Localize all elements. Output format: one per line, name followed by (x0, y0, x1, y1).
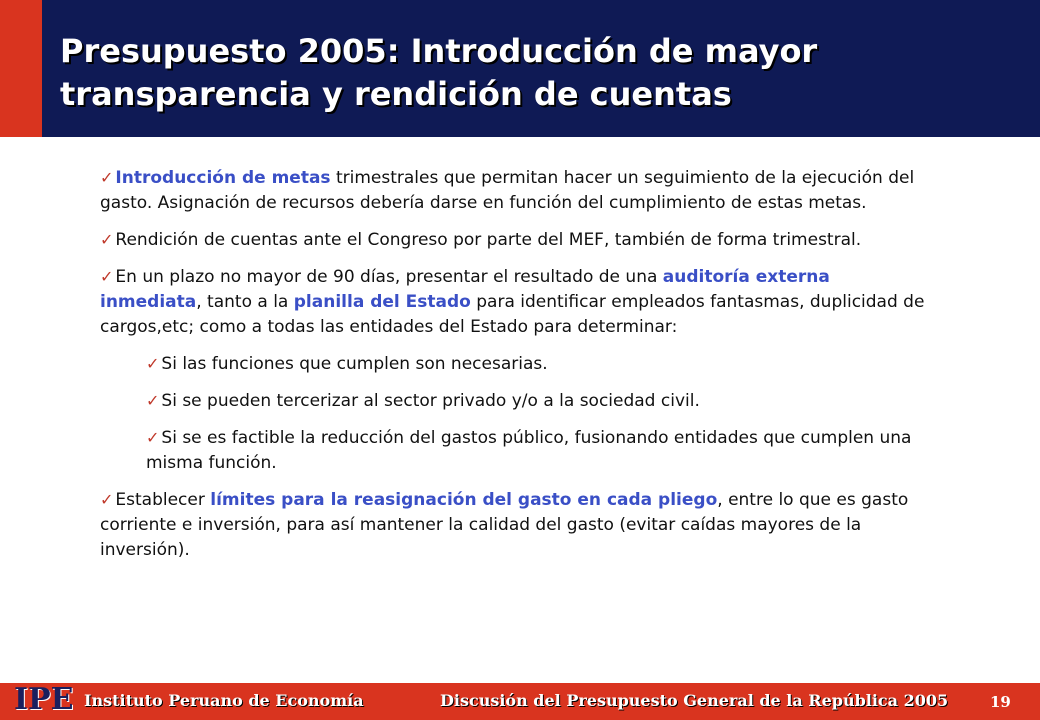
bullet-text: para identificar empleados fantasmas, duplicidad de cargos,etc; como a todas las entidades del Estado para determinar: (100, 292, 925, 337)
bullet-text: trimestrales que permitan hacer un seguimiento de la ejecución del gasto. Asignación de recursos debería darse en función del cumplimiento de estas metas. (100, 168, 915, 213)
sub-bullet-tercerizar (146, 388, 930, 414)
checkmark-icon: ✓ (146, 428, 160, 447)
bullet-item-limites (100, 487, 930, 563)
bullet-text: Establecer (115, 490, 211, 510)
bullet-text: En un plazo no mayor de 90 días, presentar el resultado de una (115, 267, 663, 287)
highlight-text: auditoría externa inmediata (100, 267, 830, 312)
footer-bar (0, 683, 1040, 720)
slide-title-line-2: transparencia y rendición de cuentas (60, 75, 732, 113)
bullet-text: Si se es factible la reducción del gastos público, fusionando entidades que cumplen una misma función. (146, 428, 912, 473)
bullet-text: Si se pueden tercerizar al sector privado y/o a la sociedad civil. (161, 391, 700, 411)
footer-subtitle: Discusión del Presupuesto General de la República 2005 (440, 691, 949, 710)
bullet-item-rendicion (100, 227, 930, 253)
sub-bullet-funciones (146, 351, 930, 377)
sub-bullet-reduccion (146, 425, 930, 476)
bullet-text: , entre lo que es gasto corriente e inversión, para así mantener la calidad del gasto (evitar caídas mayores de la inversión). (100, 490, 909, 560)
bullet-text: , tanto a la (196, 292, 294, 312)
bullet-list (100, 165, 930, 574)
highlight-text: límites para la reasignación del gasto en cada pliego (210, 490, 718, 510)
checkmark-icon: ✓ (100, 490, 114, 509)
slide-title-line-1: Presupuesto 2005: Introducción de mayor (60, 32, 818, 70)
checkmark-icon: ✓ (146, 391, 160, 410)
page-number: 19 (990, 693, 1011, 711)
institute-name: Instituto Peruano de Economía (84, 691, 364, 710)
checkmark-icon: ✓ (146, 354, 160, 373)
highlight-text: planilla del Estado (293, 292, 471, 312)
checkmark-icon: ✓ (100, 267, 114, 286)
bullet-item-auditoria (100, 264, 930, 340)
checkmark-icon: ✓ (100, 230, 114, 249)
bullet-text: Rendición de cuentas ante el Congreso por parte del MEF, también de forma trimestral. (115, 230, 862, 250)
highlight-text: Introducción de metas (115, 168, 331, 188)
bullet-item-metas (100, 165, 930, 216)
checkmark-icon: ✓ (100, 168, 114, 187)
slide-title (60, 30, 1020, 116)
ipe-logo: IPE (14, 682, 74, 717)
red-accent-bar (0, 0, 42, 137)
title-banner (0, 0, 1040, 137)
bullet-text: Si las funciones que cumplen son necesarias. (161, 354, 548, 374)
